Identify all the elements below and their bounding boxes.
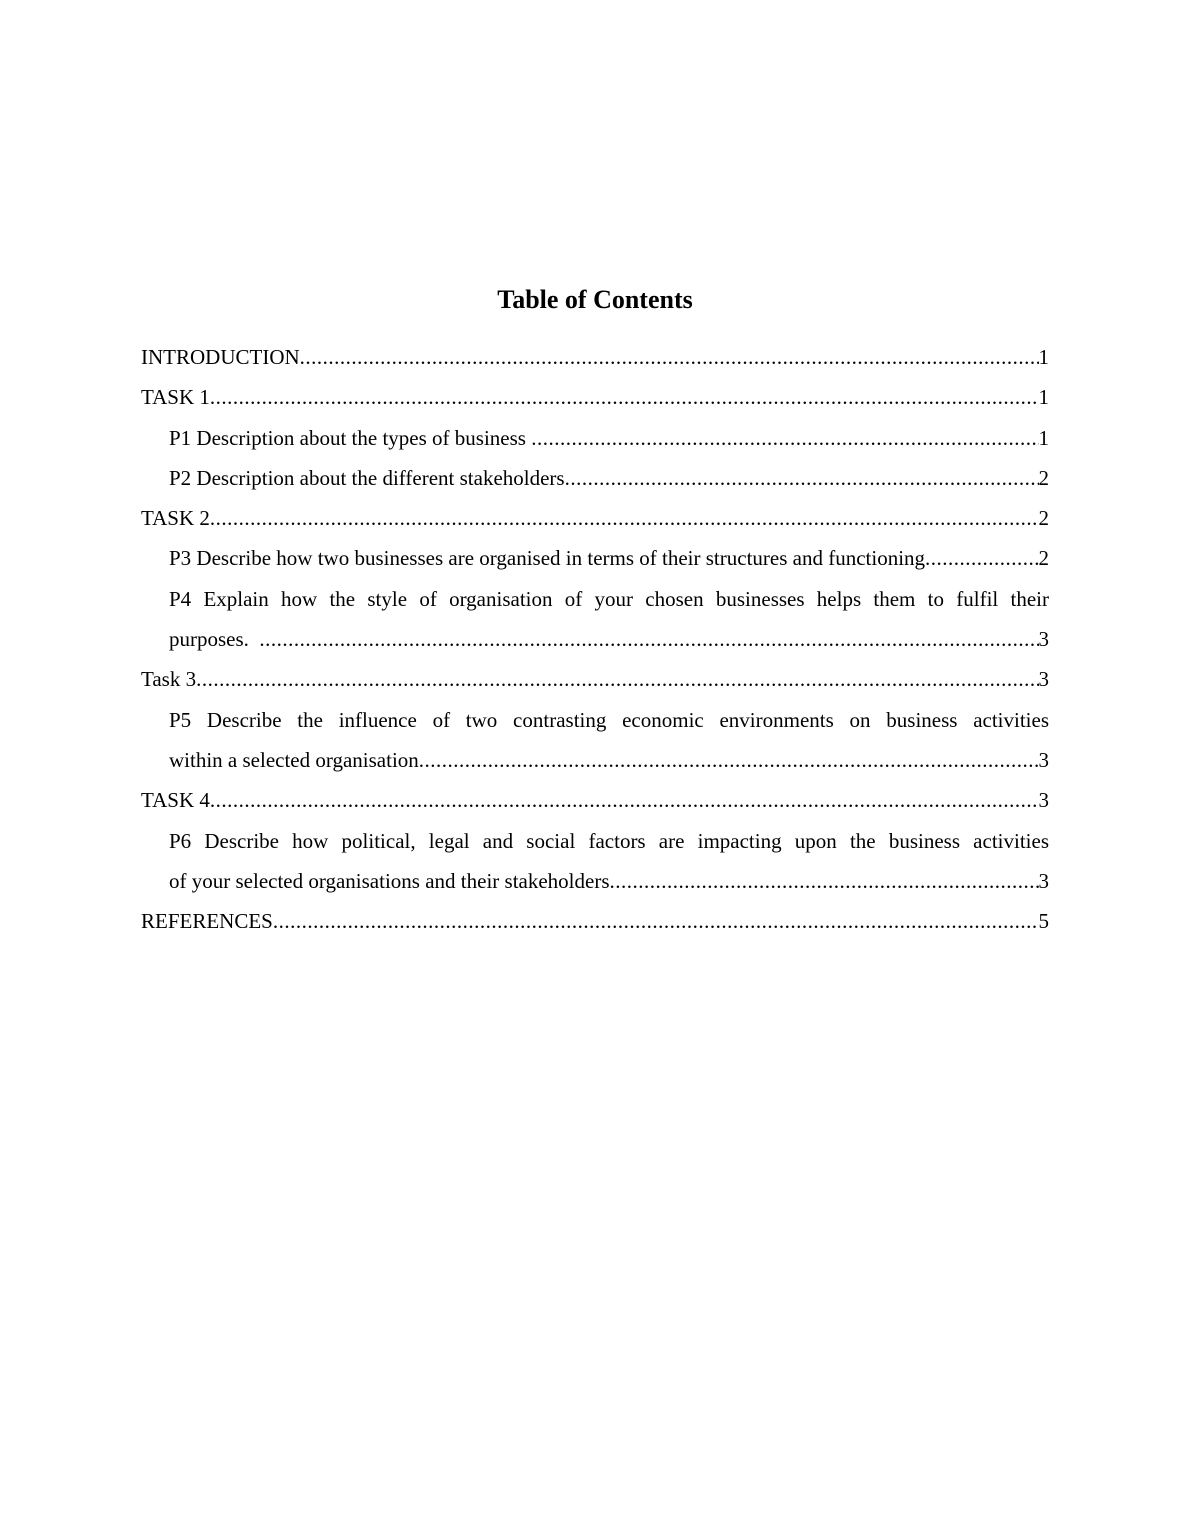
toc-page-number: 2 [1038,506,1049,531]
toc-entry-text: within a selected organisation [169,740,419,780]
leader-dots [565,458,1039,498]
toc-entry-p3[interactable] [141,538,1049,578]
leader-dots [300,337,1039,377]
toc-page-number: 3 [1038,627,1049,652]
toc-entry-p4[interactable] [141,579,1049,660]
leader-dots [196,659,1038,699]
toc-entry-text: purposes. [169,619,259,659]
toc-entry-text: REFERENCES [141,901,273,941]
toc-page-number: 2 [1038,465,1049,490]
page-title: Table of Contents [497,285,693,314]
toc-entry-introduction[interactable] [141,337,1049,377]
toc-entry-text: TASK 4 [141,780,210,820]
leader-dots [210,780,1039,820]
table-of-contents [141,337,1049,941]
toc-entry-references[interactable] [141,901,1049,941]
leader-dots [210,377,1039,417]
toc-entry-text: TASK 2 [141,498,210,538]
toc-page-number: 5 [1038,909,1049,934]
toc-entry-text: INTRODUCTION [141,337,300,377]
toc-page-number: 1 [1038,345,1049,369]
toc-page-number: 1 [1038,385,1049,410]
toc-entry-first-line: P6 Describe how political, legal and social factors are impacting upon the business activities [169,828,1049,853]
leader-dots [925,538,1038,578]
toc-page-number: 3 [1038,667,1049,692]
toc-page-number: 3 [1038,788,1049,813]
toc-entry-text: P2 Description about the different stakeholders [169,458,565,498]
toc-page-number: 1 [1038,425,1049,450]
toc-entry-p6[interactable] [141,821,1049,902]
toc-entry-first-line: P4 Explain how the style of organisation of your chosen businesses helps them to fulfil their [169,586,1049,611]
leader-dots [610,861,1039,901]
toc-page-number: 3 [1038,747,1049,772]
toc-entry-p5[interactable] [141,700,1049,781]
toc-entry-task-3[interactable] [141,659,1049,699]
toc-page-number: 2 [1038,546,1049,571]
leader-dots [273,901,1039,941]
toc-entry-text: Task 3 [141,659,196,699]
toc-entry-task-2[interactable] [141,498,1049,538]
toc-entry-text: P1 Description about the types of business [169,418,531,458]
toc-entry-p2[interactable] [141,458,1049,498]
leader-dots [531,418,1038,458]
toc-entry-text: TASK 1 [141,377,210,417]
toc-entry-task-4[interactable] [141,780,1049,820]
leader-dots [210,498,1039,538]
toc-entry-first-line: P5 Describe the influence of two contrasting economic environments on business activities [169,707,1049,732]
toc-entry-text: P3 Describe how two businesses are organised in terms of their structures and functioning [169,538,925,578]
toc-entry-task-1[interactable] [141,377,1049,417]
toc-page-number: 3 [1038,868,1049,893]
leader-dots [259,619,1038,659]
leader-dots [419,740,1039,780]
toc-entry-p1[interactable] [141,418,1049,458]
toc-entry-text: of your selected organisations and their stakeholders [169,861,610,901]
